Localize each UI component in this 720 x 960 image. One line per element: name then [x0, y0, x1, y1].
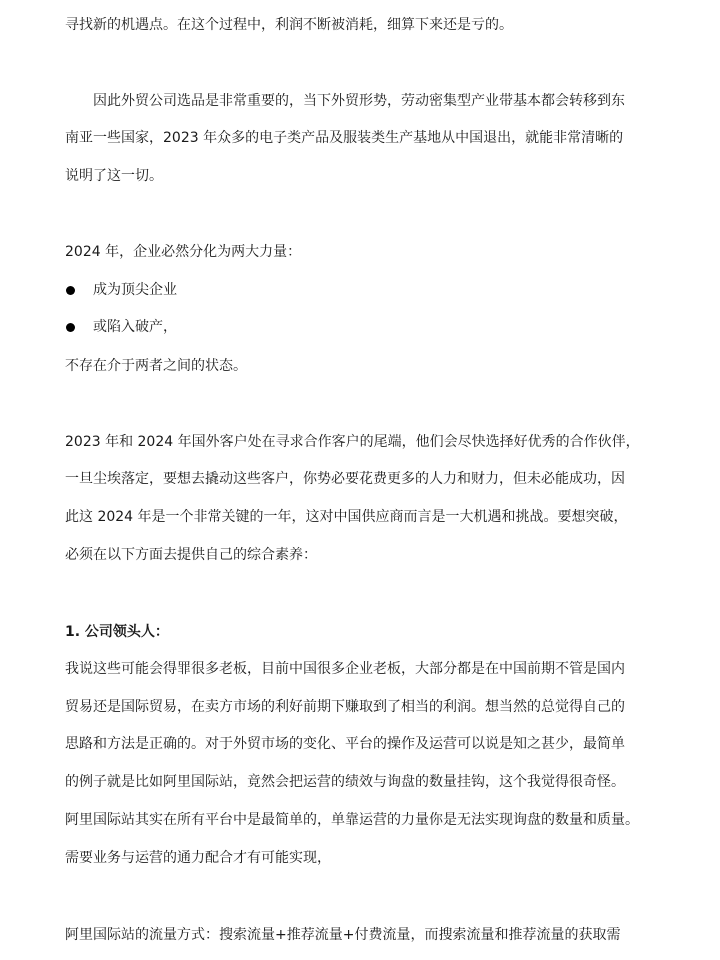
paragraph-line: 说明了这一切。 [65, 168, 163, 184]
list-intro: 2024 年，企业必然分化为两大力量： [65, 244, 302, 260]
paragraph-line: 必须在以下方面去提供自己的综合素养： [65, 547, 317, 563]
paragraph-line: 贸易还是国际贸易，在卖方市场的利好前期下赚取到了相当的利润。想当然的总觉得自己的 [65, 699, 625, 715]
paragraph-line: 需要业务与运营的通力配合才有可能实现， [65, 850, 331, 866]
bullet-icon [66, 286, 75, 295]
section-heading: 1. 公司领头人： [65, 624, 169, 640]
paragraph-line: 一旦尘埃落定，要想去撬动这些客户，你势必要花费更多的人力和财力，但未必能成功，因 [65, 471, 625, 487]
list-outro: 不存在介于两者之间的状态。 [65, 358, 247, 374]
paragraph-line: 此这 2024 年是一个非常关键的一年，这对中国供应商而言是一大机遇和挑战。要想突破， [65, 509, 628, 525]
paragraph-line: 阿里国际站其实在所有平台中是最简单的，单靠运营的力量你是无法实现询盘的数量和质量。 [65, 812, 639, 828]
paragraph-line: 思路和方法是正确的。对于外贸市场的变化、平台的操作及运营可以说是知之甚少，最简单 [65, 736, 625, 752]
bullet-icon [66, 323, 75, 332]
paragraph-line: 因此外贸公司选品是非常重要的，当下外贸形势，劳动密集型产业带基本都会转移到东 [93, 93, 625, 109]
paragraph-line: 阿里国际站的流量方式：搜索流量+推荐流量+付费流量，而搜索流量和推荐流量的获取需 [65, 927, 621, 943]
list-item: 或陷入破产， [93, 319, 177, 335]
list-item: 成为顶尖企业 [93, 282, 177, 298]
paragraph-line: 的例子就是比如阿里国际站，竟然会把运营的绩效与询盘的数量挂钩，这个我觉得很奇怪。 [65, 774, 625, 790]
paragraph-line: 2023 年和 2024 年国外客户处在寻求合作客户的尾端，他们会尽快选择好优秀的合作伙伴， [65, 434, 640, 450]
paragraph-line: 南亚一些国家，2023 年众多的电子类产品及服装类生产基地从中国退出，就能非常清晰的 [65, 130, 624, 146]
paragraph-line: 我说这些可能会得罪很多老板，目前中国很多企业老板，大部分都是在中国前期不管是国内 [65, 661, 625, 677]
paragraph-line: 寻找新的机遇点。在这个过程中，利润不断被消耗，细算下来还是亏的。 [65, 17, 513, 33]
